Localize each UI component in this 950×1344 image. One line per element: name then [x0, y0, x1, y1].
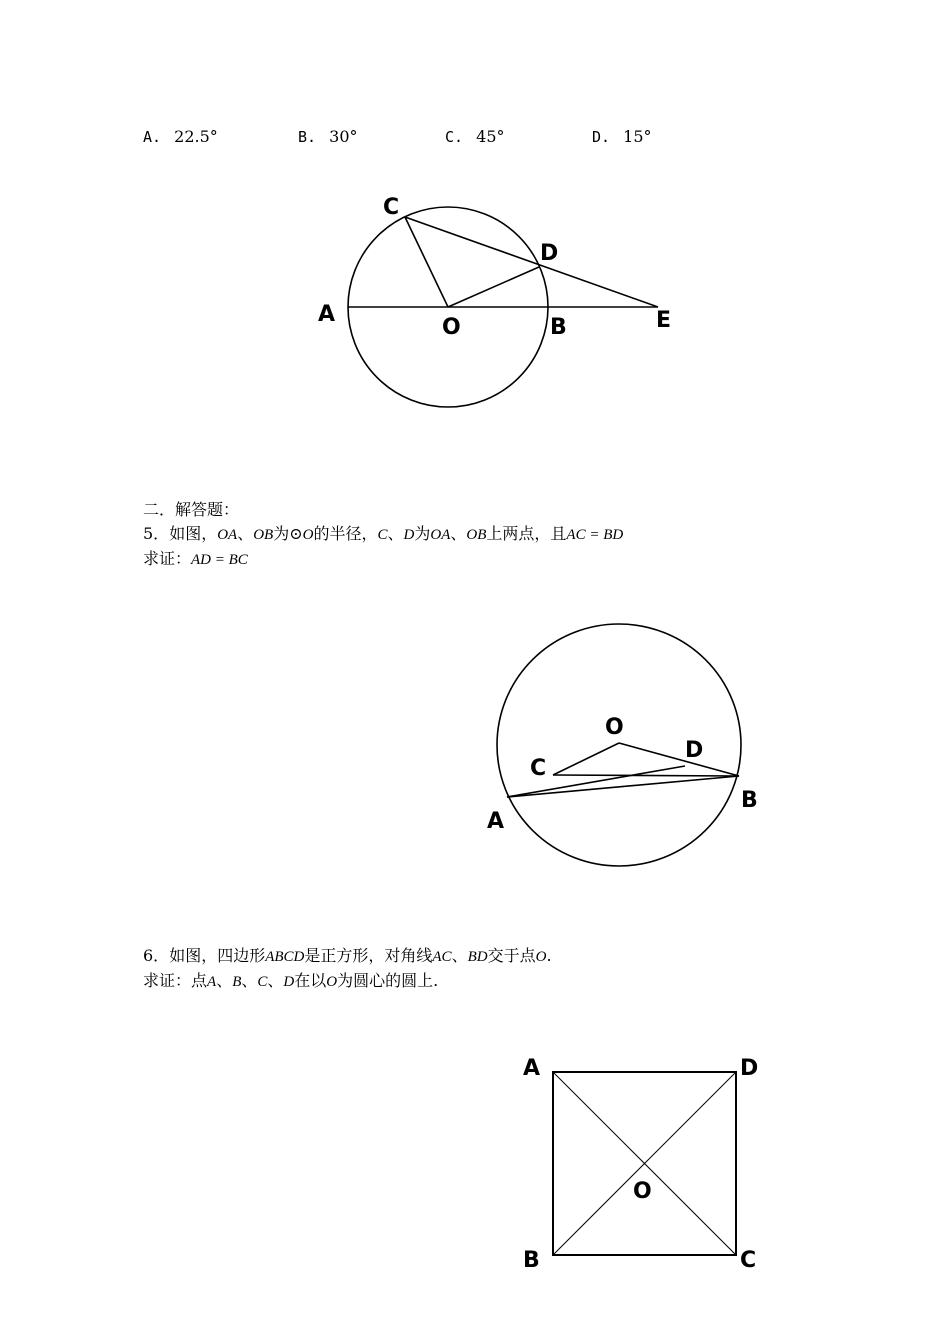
q5-c: C	[377, 527, 388, 543]
figure-2	[497, 624, 741, 866]
fig2-label-b: B	[741, 788, 758, 813]
q5-text: 的半径，	[313, 524, 378, 543]
fig3-label-o: O	[633, 1179, 652, 1204]
fig3-label-b: B	[523, 1248, 540, 1273]
fig3-labels	[523, 1056, 758, 1273]
option-d-value: 15°	[623, 127, 652, 146]
figure-3	[553, 1072, 736, 1255]
option-a-value: 22.5°	[174, 127, 218, 146]
q5-d: D	[403, 527, 415, 543]
q5-text: 如图，	[169, 524, 218, 543]
option-c-value: 45°	[476, 127, 505, 146]
fig1-labels	[318, 195, 671, 340]
q6-text: 在以	[294, 971, 327, 990]
q5-oa2: OA	[430, 527, 451, 543]
q6-prove: 求证：点	[143, 971, 208, 990]
q6-sep: 、	[451, 946, 468, 965]
option-b-value: 30°	[329, 127, 358, 146]
fig1-label-a: A	[318, 302, 336, 327]
fig1-label-o: O	[442, 315, 461, 340]
fig2-label-a: A	[487, 809, 505, 834]
fig2-segment-oc	[553, 743, 619, 775]
q6-text: 如图，四边形	[169, 946, 266, 965]
fig1-label-b: B	[550, 315, 567, 340]
option-a-label: A.	[143, 128, 162, 146]
fig2-label-c: C	[530, 756, 547, 781]
fig3-label-c: C	[740, 1248, 757, 1273]
q6-c: C	[257, 974, 268, 990]
fig1-segment-od	[448, 267, 539, 307]
fig2-label-d: D	[685, 738, 704, 763]
q5-text: 为	[414, 524, 431, 543]
q6-sep: 、	[216, 971, 233, 990]
q5-text: 上两点，且	[486, 524, 567, 543]
q5-sep: 、	[450, 524, 467, 543]
fig1-label-d: D	[540, 241, 559, 266]
q6-d: D	[283, 974, 295, 990]
q6-bd: BD	[467, 949, 488, 965]
q6-number: 6．	[143, 946, 170, 965]
option-b-label: B.	[298, 128, 317, 146]
q6-o: O	[535, 949, 547, 965]
fig3-label-d: D	[740, 1056, 759, 1081]
q5-conclusion: AD = BC	[191, 552, 248, 568]
q6-b: B	[232, 974, 242, 990]
q6-text: 为圆心的圆上.	[337, 971, 439, 990]
q5-ob2: OB	[466, 527, 487, 543]
q6-text: 交于点	[487, 946, 536, 965]
fig1-label-e: E	[656, 308, 672, 333]
fig3-label-a: A	[523, 1056, 541, 1081]
q6-end: .	[546, 946, 552, 965]
q5-sep: 、	[387, 524, 404, 543]
q6-o2: O	[326, 974, 338, 990]
q6-sep: 、	[241, 971, 258, 990]
section-title: 二．解答题：	[143, 500, 240, 519]
q6-abcd: ABCD	[265, 949, 305, 965]
option-d-label: D.	[592, 128, 611, 146]
q6-ac: AC	[432, 949, 452, 965]
q6-sep: 、	[267, 971, 284, 990]
q5-text: 为	[273, 524, 290, 543]
fig2-segment-ob	[619, 743, 739, 776]
q5-ob: OB	[253, 527, 274, 543]
q5-oa: OA	[217, 527, 238, 543]
fig2-label-o: O	[605, 715, 624, 740]
q5-o: O	[302, 527, 314, 543]
fig1-segment-ce	[405, 217, 658, 307]
fig2-circle	[497, 624, 741, 866]
fig1-label-c: C	[383, 195, 400, 220]
q5-number: 5．	[143, 524, 170, 543]
fig2-segment-cb	[553, 775, 739, 776]
q5-prove: 求证：	[143, 549, 192, 568]
q6-text: 是正方形，对角线	[304, 946, 433, 965]
circle-symbol: ⊙	[289, 524, 303, 543]
q5-equation: AC = BD	[566, 527, 624, 543]
q6-a: A	[207, 974, 217, 990]
option-c-label: C.	[445, 128, 464, 146]
q5-sep: 、	[237, 524, 254, 543]
figure-1	[348, 207, 658, 407]
